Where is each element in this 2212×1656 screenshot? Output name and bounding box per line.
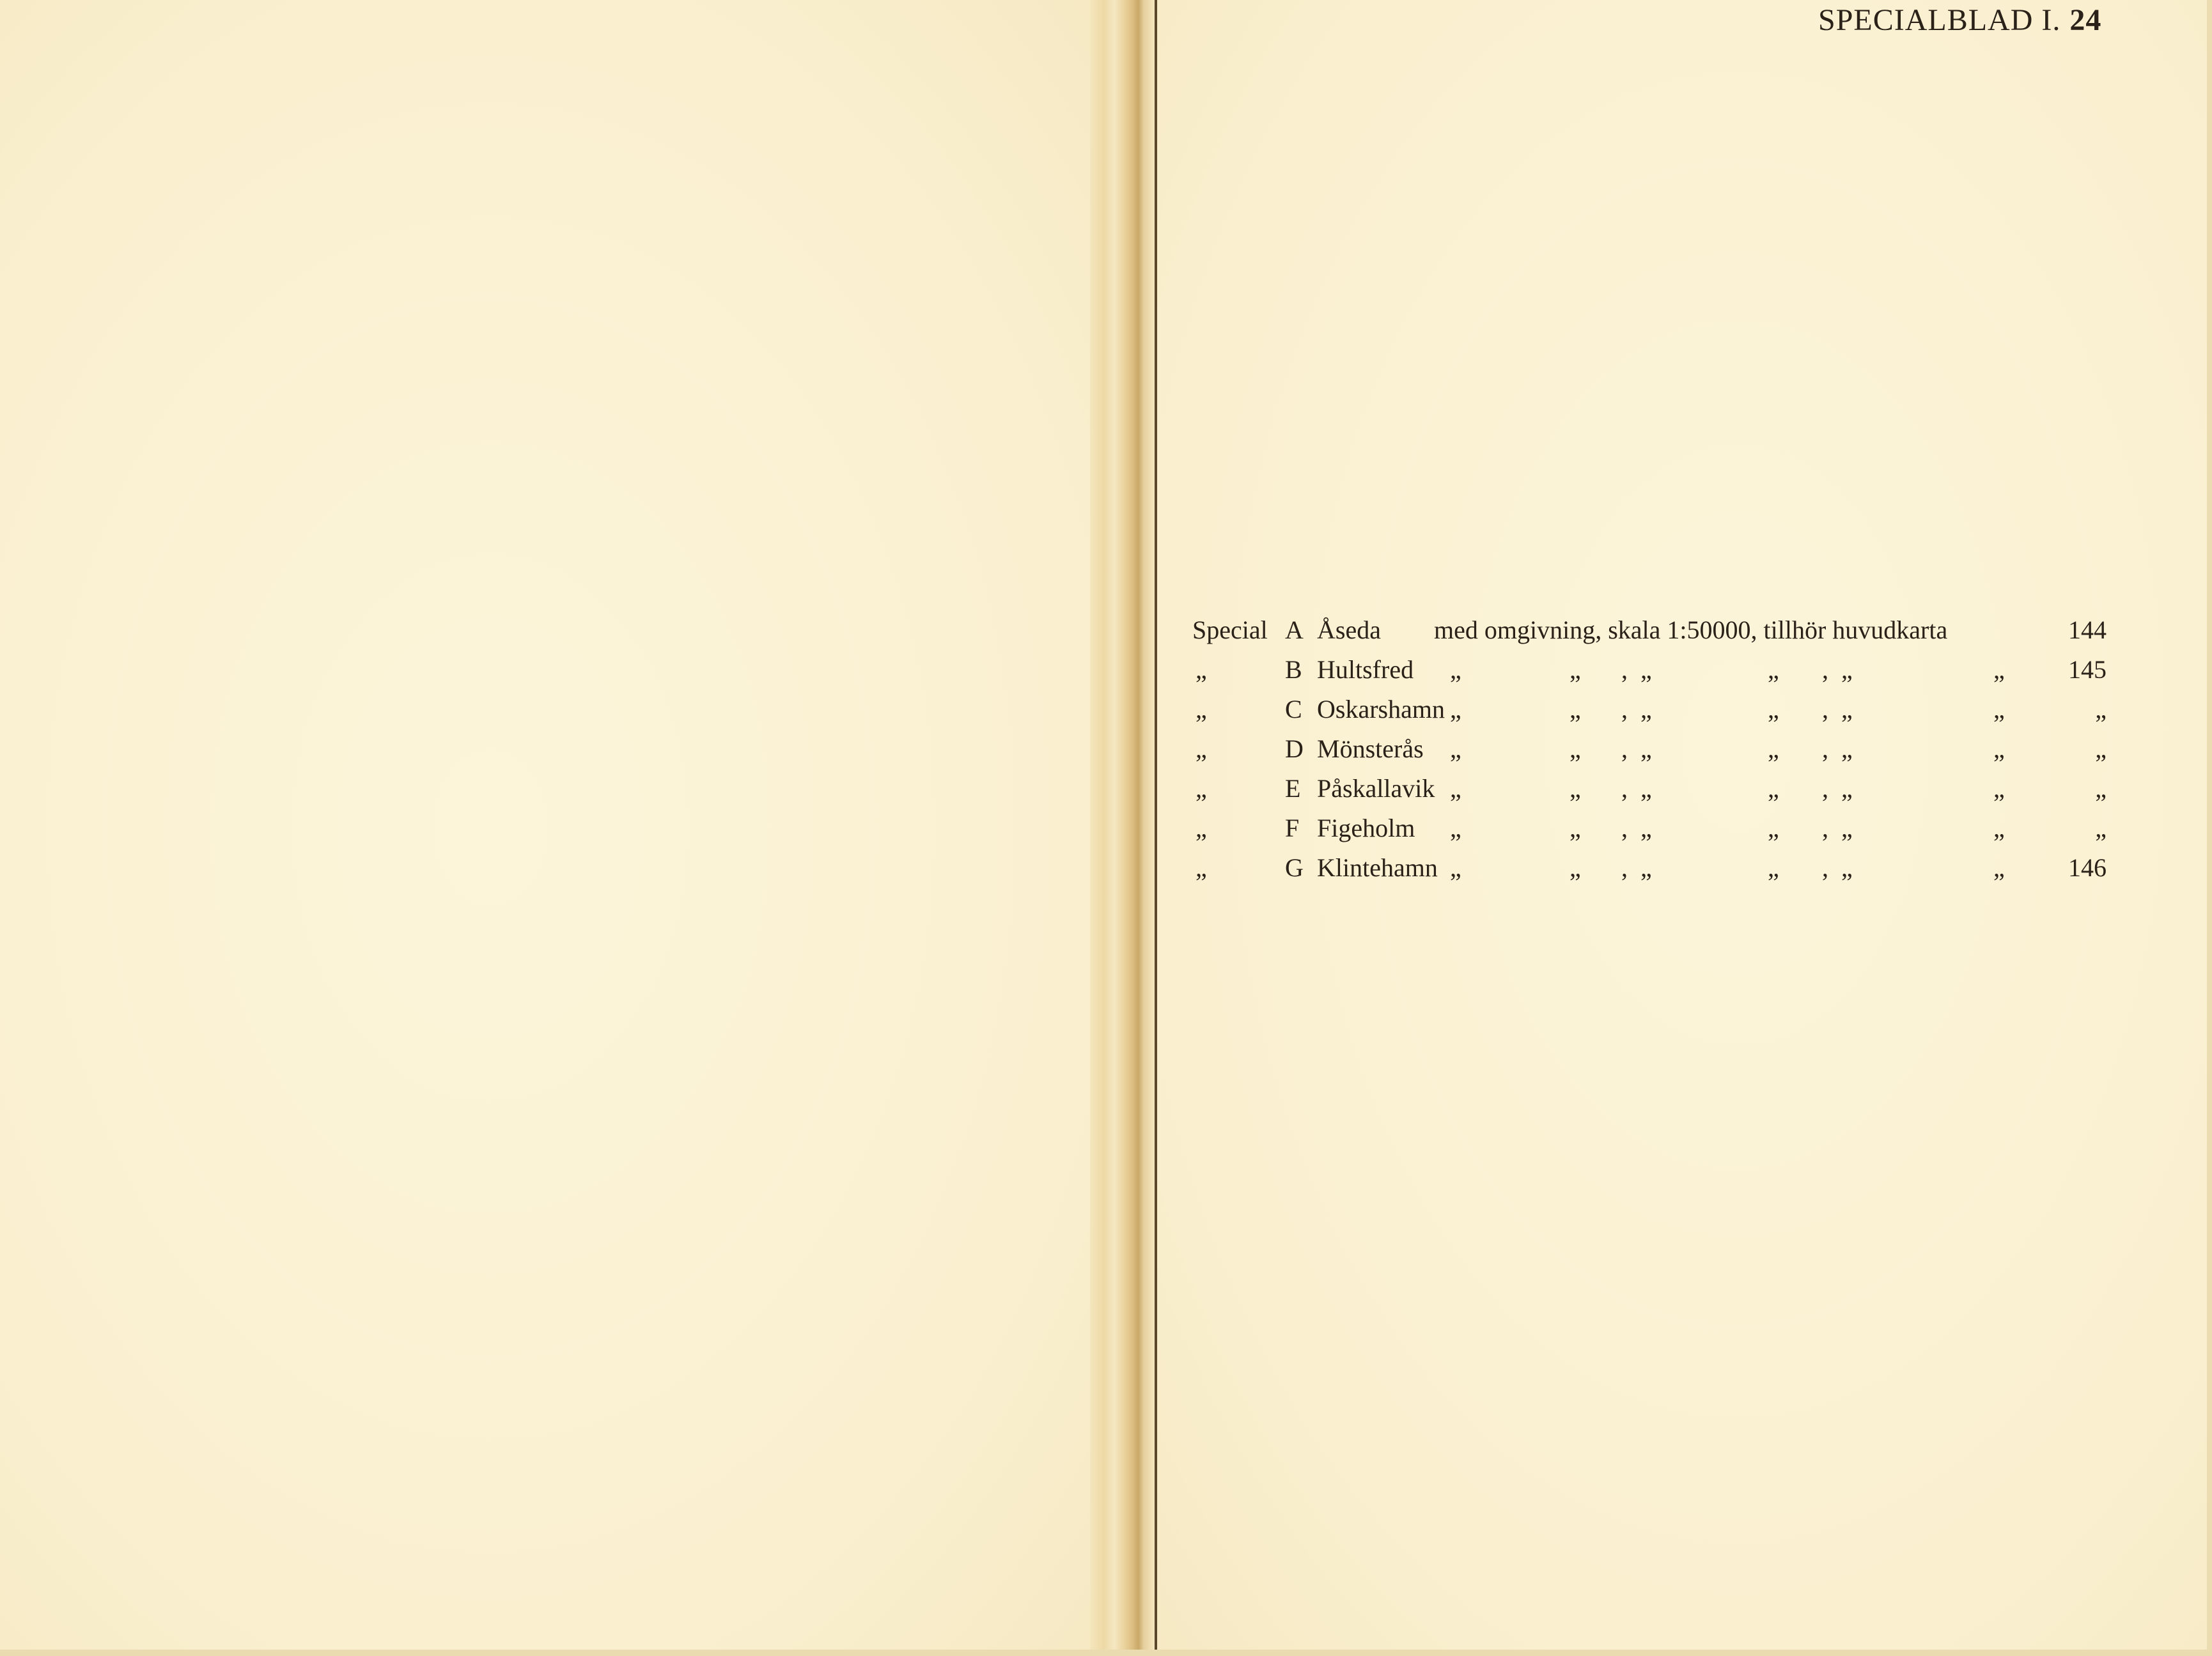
- ditto-mark: „: [1450, 734, 1461, 763]
- ditto-mark: „: [1841, 853, 1853, 882]
- entry-letter: E: [1285, 774, 1301, 803]
- ditto-mark: „: [1640, 814, 1652, 842]
- entry-place: Påskallavik: [1317, 774, 1435, 803]
- entry-letter: B: [1285, 655, 1302, 684]
- ditto-mark: „: [1768, 774, 1779, 803]
- ditto-mark: „: [1196, 655, 1207, 684]
- ditto-mark: „: [1841, 814, 1853, 842]
- ditto-mark: „: [1993, 655, 2005, 684]
- entry-map-number: „: [2095, 734, 2107, 763]
- ditto-mark: „: [1196, 774, 1207, 803]
- ditto-mark: „: [1569, 814, 1581, 842]
- ditto-mark: „: [1450, 774, 1461, 803]
- entry-place: Figeholm: [1317, 814, 1415, 842]
- entry-place: Klintehamn: [1317, 853, 1438, 882]
- entry-map-number: 145: [2068, 655, 2107, 684]
- ditto-mark: „: [1569, 853, 1581, 882]
- ditto-mark: „: [1768, 853, 1779, 882]
- entry-letter: D: [1285, 734, 1304, 763]
- ditto-mark: „: [1196, 814, 1207, 842]
- ditto-comma: ,: [1822, 734, 1828, 763]
- ditto-mark: „: [1640, 655, 1652, 684]
- intro-label: Special: [1192, 615, 1268, 644]
- entry-place: Hultsfred: [1317, 655, 1414, 684]
- running-head-title: SPECIALBLAD I.: [1818, 3, 2061, 37]
- ditto-mark: „: [1450, 695, 1461, 724]
- entry-map-number: „: [2095, 695, 2107, 724]
- ditto-mark: „: [1768, 734, 1779, 763]
- entry-map-number: „: [2095, 774, 2107, 803]
- entry-description: med omgivning, skala 1:50000, tillhör huvudkarta: [1434, 615, 1948, 644]
- ditto-mark: „: [1450, 853, 1461, 882]
- ditto-comma: ,: [1822, 695, 1828, 724]
- ditto-mark: „: [1450, 655, 1461, 684]
- ditto-mark: „: [1768, 655, 1779, 684]
- entry-map-number: 146: [2068, 853, 2107, 882]
- ditto-mark: „: [1196, 853, 1207, 882]
- ditto-comma: ,: [1621, 695, 1628, 724]
- ditto-comma: ,: [1822, 814, 1828, 842]
- ditto-comma: ,: [1822, 655, 1828, 684]
- ditto-mark: „: [1768, 814, 1779, 842]
- entry-letter: G: [1285, 853, 1304, 882]
- ditto-mark: „: [1841, 734, 1853, 763]
- ditto-mark: „: [1196, 695, 1207, 724]
- ditto-mark: „: [1196, 734, 1207, 763]
- ditto-mark: „: [1993, 774, 2005, 803]
- ditto-mark: „: [1993, 695, 2005, 724]
- ditto-mark: „: [1640, 734, 1652, 763]
- ditto-mark: „: [1450, 814, 1461, 842]
- ditto-mark: „: [1640, 853, 1652, 882]
- ditto-mark: „: [1640, 774, 1652, 803]
- entry-place: Oskarshamn: [1317, 695, 1445, 724]
- entry-letter: F: [1285, 814, 1300, 842]
- ditto-mark: „: [1841, 695, 1853, 724]
- running-head-number: 24: [2069, 3, 2102, 37]
- ditto-mark: „: [1993, 814, 2005, 842]
- entry-letter: A: [1285, 615, 1304, 644]
- ditto-mark: „: [1768, 695, 1779, 724]
- ditto-mark: „: [1993, 734, 2005, 763]
- ditto-mark: „: [1569, 695, 1581, 724]
- ditto-mark: „: [1569, 774, 1581, 803]
- ditto-comma: ,: [1621, 774, 1628, 803]
- ditto-mark: „: [1640, 695, 1652, 724]
- ditto-comma: ,: [1621, 655, 1628, 684]
- ditto-comma: ,: [1822, 774, 1828, 803]
- ditto-comma: ,: [1822, 853, 1828, 882]
- entry-map-number: 144: [2068, 615, 2107, 644]
- ditto-comma: ,: [1621, 814, 1628, 842]
- ditto-mark: „: [1841, 774, 1853, 803]
- ditto-mark: „: [1841, 655, 1853, 684]
- ditto-mark: „: [1569, 655, 1581, 684]
- entry-map-number: „: [2095, 814, 2107, 842]
- ditto-comma: ,: [1621, 853, 1628, 882]
- ditto-mark: „: [1993, 853, 2005, 882]
- entry-place: Åseda: [1317, 615, 1381, 644]
- entry-place: Mönsterås: [1317, 734, 1424, 763]
- ditto-mark: „: [1569, 734, 1581, 763]
- ditto-comma: ,: [1621, 734, 1628, 763]
- entry-letter: C: [1285, 695, 1302, 724]
